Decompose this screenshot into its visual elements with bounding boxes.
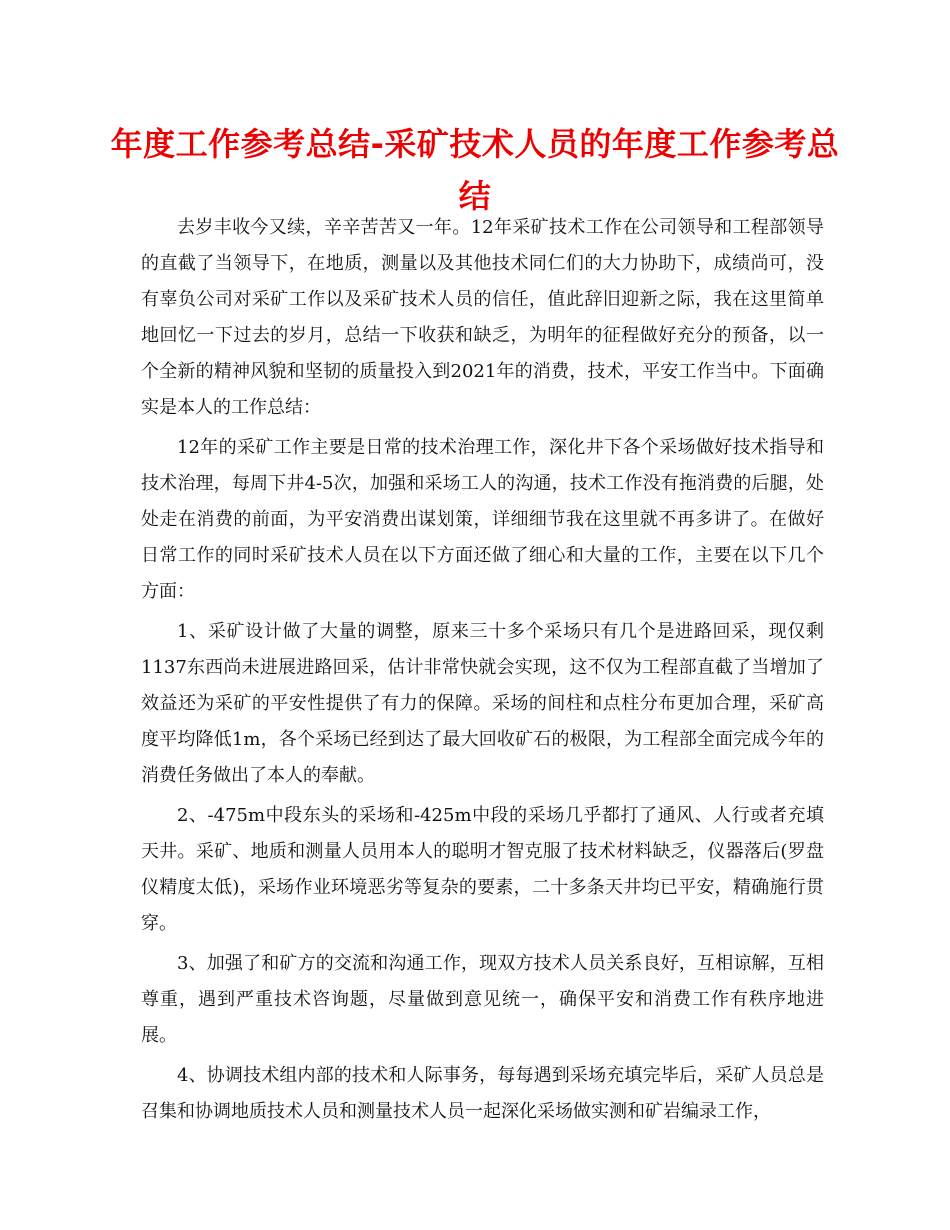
paragraph-intro: 去岁丰收今又续，辛辛苦苦又一年。12年采矿技术工作在公司领导和工程部领导的直截了当领导下，在地质，测量以及其他技术同仁们的大力协助下，成绩尚可，没有辜负公司对采矿工作以及采矿技术人员的信任，值此辞旧迎新之际，我在这里简单地回忆一下过去的岁月，总结一下收获和缺乏，为明年的征程做好充分的预备，以一个全新的精神风貌和坚韧的质量投入到2021年的消费，技术，平安工作当中。下面确实是本人的工作总结： (141, 217, 824, 418)
paragraph-item-3: 3、加强了和矿方的交流和沟通工作，现双方技术人员关系良好，互相谅解，互相尊重，遇到严重技术咨询题，尽量做到意见统一，确保平安和消费工作有秩序地进展。 (141, 953, 824, 1046)
paragraph-item-2: 2、-475m中段东头的采场和-425m中段的采场几乎都打了通风、人行或者充填天井。采矿、地质和测量人员用本人的聪明才智克服了技术材料缺乏，仪器落后(罗盘仪精度太低)，采场作业环境恶劣等复杂的要素，二十多条天井均已平安，精确施行贯穿。 (141, 805, 824, 934)
paragraph-daily-work: 12年的采矿工作主要是日常的技术治理工作，深化井下各个采场做好技术指导和技术治理，每周下井4-5次，加强和采场工人的沟通，技术工作没有拖消费的后腿，处处走在消费的前面，为平安消费出谋划策，详细细节我在这里就不再多讲了。在做好日常工作的同时采矿技术人员在以下方面还做了细心和大量的工作，主要在以下几个方面： (141, 437, 824, 602)
document-title: 年度工作参考总结-采矿技术人员的年度工作参考总结 (110, 125, 840, 215)
paragraph-item-1: 1、采矿设计做了大量的调整，原来三十多个采场只有几个是进路回采，现仅剩1137东西尚未进展进路回采，估计非常快就会实现，这不仅为工程部直截了当增加了效益还为采矿的平安性提供了有力的保障。采场的间柱和点柱分布更加合理，采矿高度平均降低1m，各个采场已经到达了最大回收矿石的极限，为工程部全面完成今年的消费任务做出了本人的奉献。 (141, 621, 824, 786)
paragraph-item-4: 4、协调技术组内部的技术和人际事务，每每遇到采场充填完毕后，采矿人员总是召集和协调地质技术人员和测量技术人员一起深化采场做实测和矿岩编录工作， (141, 1065, 824, 1122)
document-body (141, 210, 824, 1134)
